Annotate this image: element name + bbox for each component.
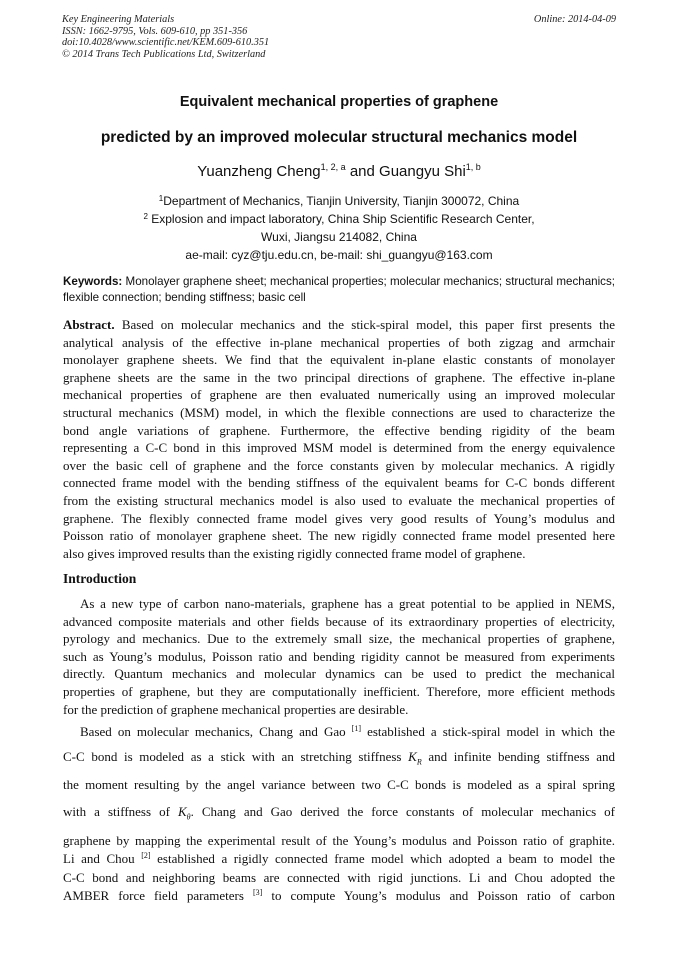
paragraph-line: directly. Quantum mechanics and molecular dynamics can be used to predict the mechanical <box>63 666 615 682</box>
paragraph-line: with a stiffness of $K_\theta$. Chang and Gao derived the force constants of molecular mechanics of <box>63 804 616 822</box>
keywords-label: Keywords: <box>63 275 123 288</box>
journal-copyright: © 2014 Trans Tech Publications Ltd, Switzerland <box>62 48 266 60</box>
paragraph-line: C-C bond is modeled as a stick with an stretching stiffness $K_R$ and infinite bending stiffness and <box>63 749 616 767</box>
affiliation-1 <box>0 193 678 211</box>
journal-issn: ISSN: 1662-9795, Vols. 609-610, pp 351-356 <box>62 25 248 37</box>
abstract-line: Poisson ratio of monolayer graphene sheet. The new rigidly connected frame model presented here <box>63 528 615 544</box>
paragraph-line: Li and Chou [2] established a rigidly connected frame model which adopted a beam to model the <box>63 850 616 866</box>
paragraph-line: the moment resulting by the angel variance between two C-C bonds is modeled as a spiral spring <box>63 777 615 792</box>
affiliation-text: Department of Mechanics, Tianjin University, Tianjin 300072, China <box>163 194 520 208</box>
online-date: Online: 2014-04-09 <box>533 14 616 25</box>
abstract-line: from the existing structural mechanics model is also used to evaluate the mechanical properties of <box>63 492 615 508</box>
author-name: Guangyu Shi <box>379 163 466 180</box>
intro-paragraph-2 <box>63 723 615 906</box>
paragraph-line: pyrology and mechanics. Due to the extremely small size, the mechanical properties of graphene, <box>63 631 615 647</box>
paragraph-line: for the prediction of graphene mechanical properties are desirable. <box>63 701 409 717</box>
author-affiliation-mark: 1, 2, a <box>320 162 346 172</box>
abstract-line: also gives improved results than the existing rigidly connected frame model of graphene. <box>63 545 526 561</box>
abstract-line: analytical analysis of the effective in-plane mechanical properties of both zigzag and armchair <box>63 334 615 350</box>
abstract-line: mechanical properties of graphene are then evaluated numerically using an improved molecular <box>63 387 615 403</box>
paper-title-line1: Equivalent mechanical properties of graphene <box>179 94 499 110</box>
author-emails: ae-mail: cyz@tju.edu.cn, be-mail: shi_guangyu@163.com <box>185 248 493 262</box>
intro-paragraph-1 <box>63 595 615 718</box>
section-heading-introduction: Introduction <box>63 571 137 586</box>
journal-doi: doi:10.4028/www.scientific.net/KEM.609-610.351 <box>62 37 270 49</box>
paragraph-line: C-C bond and neighboring beams are connected with rigid junctions. Li and Chou adopted the <box>63 870 615 886</box>
paragraph-line: AMBER force field parameters [3] to compute Young’s modulus and Poisson ratio of carbon <box>63 887 616 903</box>
affiliation-2 <box>0 211 678 229</box>
paragraph-line: graphene by mapping the experimental result of the Young’s modulus and Poisson ratio of graphite. <box>63 833 615 848</box>
keywords <box>63 274 615 305</box>
abstract-line: representing a C-C bond in this improved MSM model is determined from the energy equivalence <box>63 440 615 456</box>
paragraph-line: advanced composite materials and other fields because of its extraordinary properties of electricity, <box>63 613 615 629</box>
paragraph-line: such as Young’s modulus, Poisson ratio and bending rigidity cannot be measured from experiments <box>63 648 615 664</box>
citation-3: [3] <box>253 887 263 897</box>
affiliation-mark: 1 <box>158 194 164 203</box>
abstract-line: graphene. The flexibly connected frame model gives very good results of Young’s modulus and <box>63 510 615 526</box>
paper-title-line2: predicted by an improved molecular structural mechanics model <box>100 129 578 146</box>
abstract-line: structural mechanics (MSM) model, in which the flexible connections are used to characterize the <box>63 404 615 420</box>
abstract-line: monolayer graphene sheets. We find that the equivalent in-plane elastic constants of monolayer <box>63 352 615 368</box>
abstract <box>63 316 615 562</box>
affiliation-2-city: Wuxi, Jiangsu 214082, China <box>261 230 417 244</box>
journal-header <box>62 14 616 60</box>
paragraph-line: Based on molecular mechanics, Chang and Gao [1] established a stick-spiral model in which the <box>80 724 615 739</box>
abstract-line: over the basic cell of graphene and the force constants given by molecular mechanics. A rigidly <box>63 457 615 473</box>
spiral-stiffness-symbol: $K_\theta$ <box>177 804 191 822</box>
journal-name: Key Engineering Materials <box>62 14 175 25</box>
abstract-line: connected frame model with the bending stiffness of the equivalent beams for C-C bonds different <box>63 475 615 491</box>
affiliation-text: Explosion and impact laboratory, China Ship Scientific Research Center, <box>151 212 535 226</box>
abstract-line: graphene sheets are the same in the two principal directions of graphene. The effective in-plane <box>63 369 615 385</box>
keywords-text: Monolayer graphene sheet; mechanical properties; molecular mechanics; structural mechanics; flexible connection; bending stiffness; basic cell <box>63 275 615 304</box>
author-name: Yuanzheng Cheng <box>197 163 321 180</box>
author-affiliation-mark: 1, b <box>465 162 481 172</box>
stretching-stiffness-symbol: $K_R$ <box>408 749 422 767</box>
abstract-label: Abstract. <box>63 317 115 332</box>
citation-2: [2] <box>141 850 151 860</box>
paragraph-line: properties of graphene, but they are computationally inefficient. Therefore, more efficient methods <box>63 683 615 699</box>
author-list <box>0 163 678 180</box>
abstract-line: bond angle variations of graphene. Furthermore, the effective bending rigidity of the beam <box>63 422 615 438</box>
paragraph-line: As a new type of carbon nano-materials, graphene has a great potential to be applied in NEMS, <box>80 596 615 611</box>
citation-1: [1] <box>351 724 361 733</box>
affiliation-mark: 2 <box>143 212 148 221</box>
author-conjunction: and <box>349 163 375 180</box>
abstract-line: Abstract. Based on molecular mechanics and the stick-spiral model, this paper first presents the <box>63 317 616 332</box>
